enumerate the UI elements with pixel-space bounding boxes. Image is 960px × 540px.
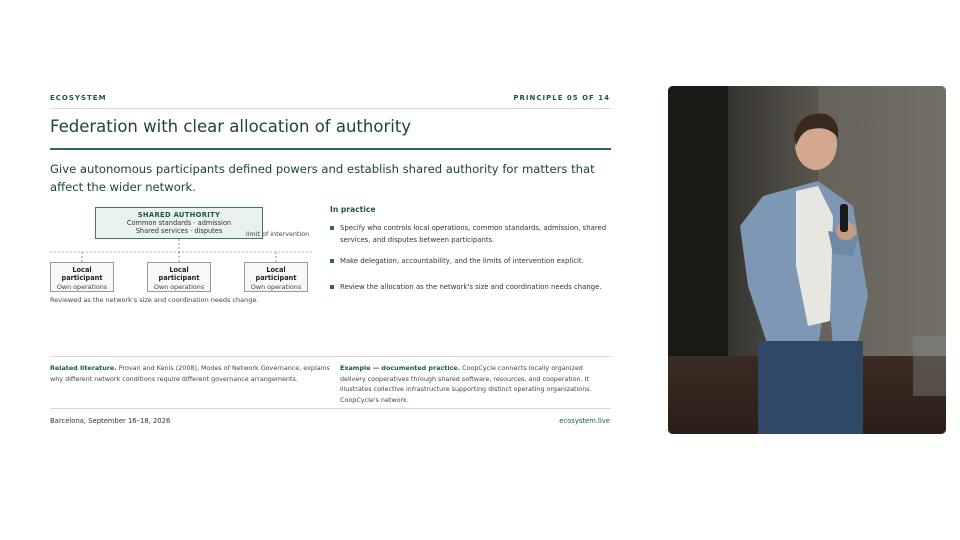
- diagram-caption: Reviewed as the network's size and coordination needs change.: [50, 296, 259, 304]
- list-item: [330, 255, 630, 267]
- speaker-video-feed: [668, 86, 946, 434]
- square-bullet-icon: [330, 259, 334, 263]
- shared-authority-title: SHARED AUTHORITY: [137, 211, 221, 219]
- practice-item-text: Make delegation, accountability, and the limits of intervention explicit.: [340, 257, 584, 265]
- related-literature: [50, 363, 330, 384]
- local-participant-title: Local participant: [158, 266, 200, 282]
- speaker-video-image: [668, 86, 946, 434]
- local-participant-sub: Own operations: [250, 283, 302, 291]
- presentation-slide: [30, 84, 642, 438]
- authority-diagram: [30, 84, 330, 314]
- local-participant-box: [147, 262, 211, 292]
- practice-heading: In practice: [330, 205, 376, 214]
- practice-item-text: Review the allocation as the network's size and coordination needs change.: [340, 283, 602, 291]
- bottom-divider: [50, 408, 611, 409]
- square-bullet-icon: [330, 285, 334, 289]
- local-participant-sub: Own operations: [56, 283, 108, 291]
- footer-divider: [50, 356, 611, 357]
- event-location-date: Barcelona, September 16–18, 2026: [50, 417, 171, 425]
- local-participant-box: [50, 262, 114, 292]
- example-practice-text: CoopCycle connects locally organized delivery cooperatives through shared software, resources, and cooperation. It illustrates collective infrastructure supporting distinct operating organizations. CoopCycle's network.: [340, 364, 592, 404]
- related-literature-text: Provan and Kenis (2008), Modes of Network Governance, explains why different network conditions require different governance arrangements.: [50, 364, 330, 383]
- shared-authority-line1: Common standards · admission: [126, 219, 232, 227]
- square-bullet-icon: [330, 226, 334, 230]
- limit-of-intervention-label: limit of intervention: [246, 230, 310, 238]
- slide-title: Federation with clear allocation of authority: [50, 117, 412, 136]
- slide-section-label: ECOSYSTEM: [50, 94, 107, 102]
- list-item: [330, 222, 630, 246]
- slide-subtitle: Give autonomous participants defined powers and establish shared authority for matters that affect the wider network.: [50, 162, 595, 194]
- practice-item-text: Specify who controls local operations, common standards, admission, shared services, and disputes between participants.: [340, 224, 607, 244]
- list-item: [330, 281, 630, 293]
- local-participant-title: Local participant: [255, 266, 297, 282]
- local-participant-sub: Own operations: [153, 283, 205, 291]
- slide-principle-counter: PRINCIPLE 05 OF 14: [513, 94, 610, 102]
- practice-list: [330, 222, 630, 302]
- example-practice: [340, 363, 610, 405]
- shared-authority-line2: Shared services · disputes: [135, 227, 223, 235]
- event-website: ecosystem.live: [559, 417, 610, 425]
- example-practice-label: Example — documented practice.: [340, 364, 461, 372]
- local-participant-box: [244, 262, 308, 292]
- related-literature-label: Related literature.: [50, 364, 117, 372]
- local-participant-title: Local participant: [61, 266, 103, 282]
- shared-authority-box: [95, 207, 263, 239]
